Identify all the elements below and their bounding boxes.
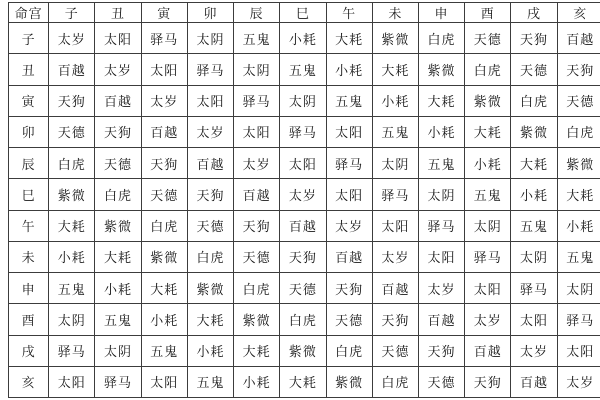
table-row — [9, 85, 600, 116]
star-cell: 大耗 — [187, 304, 233, 335]
column-header-branch-5: 巳 — [280, 3, 326, 23]
row-header-palace-9: 酉 — [9, 304, 49, 335]
star-cell: 小耗 — [95, 273, 141, 304]
star-cell: 大耗 — [511, 148, 557, 179]
star-cell: 小耗 — [465, 148, 511, 179]
star-cell: 小耗 — [418, 116, 464, 147]
star-cell: 小耗 — [372, 85, 418, 116]
column-header-branch-0: 子 — [49, 3, 95, 23]
star-cell: 白虎 — [557, 116, 600, 147]
star-cell: 白虎 — [95, 179, 141, 210]
column-header-branch-4: 辰 — [234, 3, 280, 23]
star-cell: 太岁 — [418, 273, 464, 304]
star-cell: 太阳 — [326, 116, 372, 147]
star-cell: 白虎 — [465, 54, 511, 85]
star-cell: 天狗 — [372, 304, 418, 335]
star-cell: 小耗 — [557, 210, 600, 241]
star-cell: 天狗 — [511, 23, 557, 54]
star-cell: 白虎 — [326, 335, 372, 366]
star-cell: 太阴 — [557, 273, 600, 304]
star-cell: 太阴 — [95, 335, 141, 366]
star-cell: 百越 — [418, 304, 464, 335]
star-cell: 太岁 — [465, 304, 511, 335]
star-cell: 天狗 — [557, 54, 600, 85]
star-cell: 小耗 — [141, 304, 187, 335]
star-cell: 白虎 — [418, 23, 464, 54]
star-cell: 天德 — [234, 241, 280, 272]
star-cell: 大耗 — [141, 273, 187, 304]
shensha-rotation-table — [8, 2, 600, 398]
star-cell: 驿马 — [418, 210, 464, 241]
star-cell: 太阴 — [511, 241, 557, 272]
star-cell: 大耗 — [418, 85, 464, 116]
star-cell: 白虎 — [280, 304, 326, 335]
column-header-branch-8: 申 — [418, 3, 464, 23]
star-cell: 太岁 — [234, 148, 280, 179]
table-row — [9, 54, 600, 85]
star-cell: 天狗 — [187, 179, 233, 210]
star-cell: 五鬼 — [141, 335, 187, 366]
table-row — [9, 366, 600, 397]
star-cell: 白虎 — [511, 85, 557, 116]
star-cell: 驿马 — [234, 85, 280, 116]
row-header-palace-4: 辰 — [9, 148, 49, 179]
row-header-palace-11: 亥 — [9, 366, 49, 397]
star-cell: 大耗 — [372, 54, 418, 85]
table-row — [9, 241, 600, 272]
star-cell: 百越 — [49, 54, 95, 85]
star-cell: 紫微 — [465, 85, 511, 116]
star-cell: 小耗 — [511, 179, 557, 210]
star-cell: 太阳 — [234, 116, 280, 147]
star-cell: 五鬼 — [465, 179, 511, 210]
header-row — [9, 3, 600, 23]
star-cell: 天狗 — [141, 148, 187, 179]
star-cell: 天德 — [187, 210, 233, 241]
corner-header-life-palace: 命宫 — [9, 3, 49, 23]
column-header-branch-2: 寅 — [141, 3, 187, 23]
row-header-palace-1: 丑 — [9, 54, 49, 85]
star-cell: 驿马 — [511, 273, 557, 304]
star-cell: 大耗 — [49, 210, 95, 241]
star-cell: 天德 — [326, 304, 372, 335]
table-row — [9, 116, 600, 147]
table-row — [9, 335, 600, 366]
star-cell: 小耗 — [234, 366, 280, 397]
star-cell: 驿马 — [280, 116, 326, 147]
column-header-branch-10: 戌 — [511, 3, 557, 23]
star-cell: 天德 — [49, 116, 95, 147]
star-cell: 太阳 — [511, 304, 557, 335]
star-cell: 百越 — [280, 210, 326, 241]
star-cell: 紫微 — [511, 116, 557, 147]
star-cell: 百越 — [372, 273, 418, 304]
row-header-palace-8: 申 — [9, 273, 49, 304]
star-cell: 太岁 — [187, 116, 233, 147]
star-cell: 太阳 — [187, 85, 233, 116]
star-cell: 天德 — [557, 85, 600, 116]
table-row — [9, 23, 600, 54]
star-cell: 天狗 — [234, 210, 280, 241]
star-cell: 五鬼 — [187, 366, 233, 397]
star-cell: 太阳 — [49, 366, 95, 397]
star-cell: 天德 — [465, 23, 511, 54]
row-header-palace-0: 子 — [9, 23, 49, 54]
star-cell: 五鬼 — [280, 54, 326, 85]
row-header-palace-3: 卯 — [9, 116, 49, 147]
star-cell: 五鬼 — [95, 304, 141, 335]
star-cell: 天狗 — [465, 366, 511, 397]
star-cell: 太阳 — [557, 335, 600, 366]
star-cell: 天狗 — [326, 273, 372, 304]
star-cell: 太岁 — [372, 241, 418, 272]
star-cell: 百越 — [95, 85, 141, 116]
table-row — [9, 304, 600, 335]
column-header-branch-1: 丑 — [95, 3, 141, 23]
star-cell: 白虎 — [49, 148, 95, 179]
column-header-branch-9: 酉 — [465, 3, 511, 23]
row-header-palace-2: 寅 — [9, 85, 49, 116]
table-row — [9, 210, 600, 241]
star-cell: 紫微 — [280, 335, 326, 366]
star-cell: 驿马 — [326, 148, 372, 179]
table-row — [9, 148, 600, 179]
star-cell: 太阳 — [326, 179, 372, 210]
star-cell: 小耗 — [49, 241, 95, 272]
star-cell: 百越 — [465, 335, 511, 366]
star-cell: 小耗 — [280, 23, 326, 54]
star-cell: 天狗 — [95, 116, 141, 147]
row-header-palace-10: 戌 — [9, 335, 49, 366]
star-cell: 五鬼 — [418, 148, 464, 179]
star-cell: 五鬼 — [326, 85, 372, 116]
table-row — [9, 273, 600, 304]
star-cell: 太阳 — [280, 148, 326, 179]
star-cell: 百越 — [326, 241, 372, 272]
star-cell: 太岁 — [511, 335, 557, 366]
star-cell: 天德 — [95, 148, 141, 179]
star-cell: 紫微 — [557, 148, 600, 179]
star-cell: 五鬼 — [234, 23, 280, 54]
star-cell: 太岁 — [141, 85, 187, 116]
star-cell: 太阴 — [280, 85, 326, 116]
star-cell: 百越 — [187, 148, 233, 179]
star-cell: 紫微 — [418, 54, 464, 85]
star-cell: 太阳 — [465, 273, 511, 304]
table-body — [9, 23, 600, 398]
star-cell: 太阴 — [418, 179, 464, 210]
star-cell: 驿马 — [95, 366, 141, 397]
star-cell: 天德 — [418, 366, 464, 397]
star-cell: 天德 — [372, 335, 418, 366]
star-cell: 大耗 — [326, 23, 372, 54]
star-cell: 天德 — [511, 54, 557, 85]
star-cell: 驿马 — [141, 23, 187, 54]
star-cell: 太岁 — [280, 179, 326, 210]
star-cell: 太阴 — [49, 304, 95, 335]
column-header-branch-3: 卯 — [187, 3, 233, 23]
star-cell: 紫微 — [95, 210, 141, 241]
star-cell: 大耗 — [557, 179, 600, 210]
star-cell: 驿马 — [187, 54, 233, 85]
star-cell: 太阴 — [234, 54, 280, 85]
column-header-branch-7: 未 — [372, 3, 418, 23]
star-cell: 白虎 — [187, 241, 233, 272]
column-header-branch-11: 亥 — [557, 3, 600, 23]
star-cell: 驿马 — [465, 241, 511, 272]
table-row — [9, 179, 600, 210]
star-cell: 太岁 — [557, 366, 600, 397]
star-cell: 白虎 — [141, 210, 187, 241]
star-cell: 天狗 — [280, 241, 326, 272]
star-cell: 太阳 — [372, 210, 418, 241]
column-header-branch-6: 午 — [326, 3, 372, 23]
star-cell: 太岁 — [95, 54, 141, 85]
star-cell: 太阳 — [141, 54, 187, 85]
row-header-palace-7: 未 — [9, 241, 49, 272]
star-cell: 太阴 — [187, 23, 233, 54]
row-header-palace-6: 午 — [9, 210, 49, 241]
star-cell: 小耗 — [187, 335, 233, 366]
star-cell: 大耗 — [95, 241, 141, 272]
star-cell: 紫微 — [141, 241, 187, 272]
star-cell: 天狗 — [418, 335, 464, 366]
star-cell: 紫微 — [49, 179, 95, 210]
star-cell: 驿马 — [49, 335, 95, 366]
row-header-palace-5: 巳 — [9, 179, 49, 210]
star-cell: 白虎 — [372, 366, 418, 397]
star-cell: 大耗 — [465, 116, 511, 147]
star-cell: 五鬼 — [557, 241, 600, 272]
star-cell: 五鬼 — [372, 116, 418, 147]
star-cell: 五鬼 — [511, 210, 557, 241]
star-cell: 紫微 — [326, 366, 372, 397]
star-cell: 太阴 — [465, 210, 511, 241]
star-cell: 紫微 — [234, 304, 280, 335]
star-cell: 太阳 — [141, 366, 187, 397]
star-cell: 紫微 — [372, 23, 418, 54]
star-cell: 百越 — [511, 366, 557, 397]
star-cell: 百越 — [234, 179, 280, 210]
star-cell: 紫微 — [187, 273, 233, 304]
star-cell: 天狗 — [49, 85, 95, 116]
star-cell: 太阳 — [418, 241, 464, 272]
star-cell: 太岁 — [49, 23, 95, 54]
star-cell: 白虎 — [234, 273, 280, 304]
star-cell: 驿马 — [557, 304, 600, 335]
star-cell: 驿马 — [372, 179, 418, 210]
star-cell: 太阳 — [95, 23, 141, 54]
star-cell: 太岁 — [326, 210, 372, 241]
star-cell: 小耗 — [326, 54, 372, 85]
star-cell: 百越 — [141, 116, 187, 147]
star-cell: 天德 — [280, 273, 326, 304]
star-cell: 五鬼 — [49, 273, 95, 304]
star-cell: 太阴 — [372, 148, 418, 179]
star-cell: 百越 — [557, 23, 600, 54]
star-cell: 天德 — [141, 179, 187, 210]
star-cell: 大耗 — [280, 366, 326, 397]
star-cell: 大耗 — [234, 335, 280, 366]
